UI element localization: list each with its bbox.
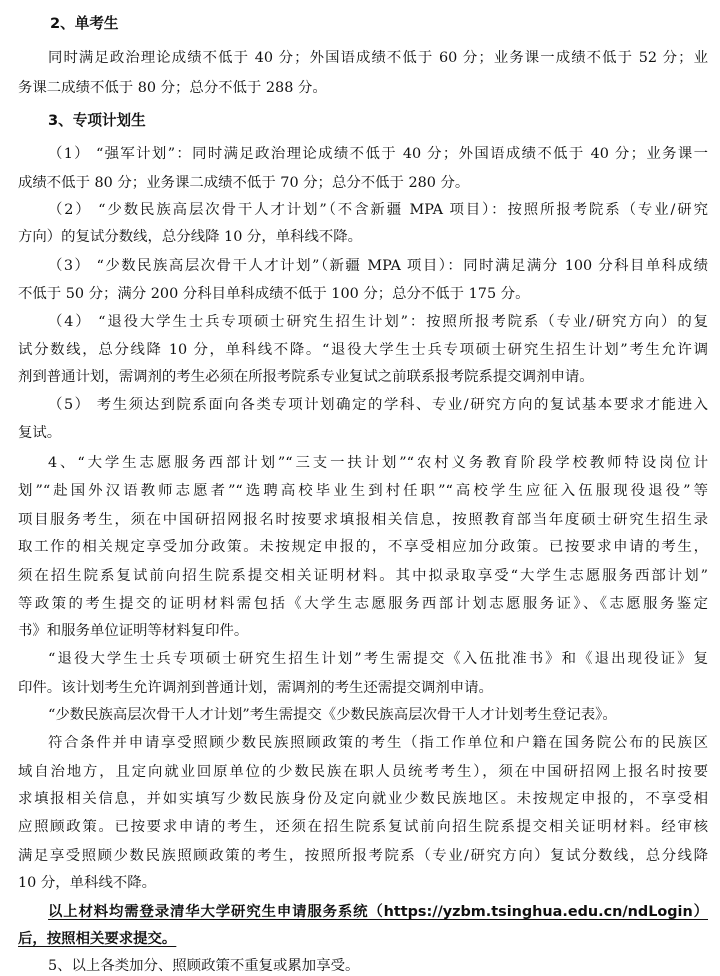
paragraph-line: （2） “少数民族高层次骨干人才计划”（不含新疆 MPA 项目）：按照所报考院系（专业/研究: [48, 202, 708, 218]
paragraph-line: 务课二成绩不低于 80 分；总分不低于 288 分。: [18, 80, 327, 96]
paragraph-line: 试分数线，总分线降 10 分，单科线不降。“退役大学生士兵专项硕士研究生招生计划”考生允许调: [18, 342, 708, 358]
paragraph-line: （4） “退役大学生士兵专项硕士研究生招生计划”：按照所报考院系（专业/研究方向）的复: [48, 314, 708, 330]
paragraph-line: 符合条件并申请享受照顾少数民族照顾政策的考生（指工作单位和户籍在国务院公布的民族区: [48, 735, 708, 751]
paragraph-line: 同时满足政治理论成绩不低于 40 分；外国语成绩不低于 60 分；业务课一成绩不低于 52 分；业: [48, 50, 708, 66]
paragraph-line: 满足享受照顾少数民族照顾政策的考生，按照所报考院系（专业/研究方向）复试分数线，总分线降: [18, 848, 708, 864]
section-heading-special-plan: 3、专项计划生: [48, 112, 146, 129]
paragraph-line: 方向）的复试分数线，总分线降 10 分，单科线不降。: [18, 229, 363, 245]
paragraph-line: 印件。该计划考生允许调剂到普通计划，需调剂的考生还需提交调剂申请。: [18, 680, 493, 696]
paragraph-line: 等政策的考生提交的证明材料需包括《大学生志愿服务西部计划志愿服务证》、《志愿服务鉴定: [18, 596, 708, 612]
paragraph-line: “少数民族高层次骨干人才计划”考生需提交《少数民族高层次骨干人才计划考生登记表》。: [48, 707, 617, 723]
paragraph-line: 须在招生院系复试前向招生院系提交相关证明材料。其中拟录取享受“大学生志愿服务西部计划”: [18, 568, 708, 584]
paragraph-line: （5） 考生须达到院系面向各类专项计划确定的学科、专业/研究方向的复试基本要求才能进入: [48, 397, 708, 413]
paragraph-line: 取工作的相关规定享受加分政策。未按规定申报的，不享受相应加分政策。已按要求申请的考生，: [18, 539, 708, 555]
paragraph-line: （3） “少数民族高层次骨干人才计划”（新疆 MPA 项目）：同时满足满分 100 分科目单科成绩: [48, 258, 708, 274]
paragraph-line: 成绩不低于 80 分；业务课二成绩不低于 70 分；总分不低于 280 分。: [18, 175, 470, 191]
paragraph-line: 复试。: [18, 425, 62, 441]
paragraph-line: 不低于 50 分；满分 200 分科目单科成绩不低于 100 分；总分不低于 175 分。: [18, 286, 530, 302]
paragraph-line: 5、以上各类加分、照顾政策不重复或累加享受。: [48, 958, 360, 974]
submission-notice: 以上材料均需登录清华大学研究生申请服务系统（https://yzbm.tsinghua.edu.cn/ndLogin）: [48, 904, 708, 920]
paragraph-line: 域自治地方，且定向就业回原单位的少数民族在职人员统考考生），须在中国研招网上报名时按要: [18, 764, 708, 780]
paragraph-line: 剂到普通计划，需调剂的考生必须在所报考院系专业复试之前联系报考院系提交调剂申请。: [18, 369, 594, 385]
paragraph-line: 书》和服务单位证明等材料复印件。: [18, 623, 249, 639]
section-heading-single-candidates: 2、单考生: [50, 15, 119, 32]
paragraph-line: 划”“赴国外汉语教师志愿者”“选聘高校毕业生到村任职”“高校学生应征入伍服现役退役”等: [18, 483, 708, 499]
paragraph-line: 求填报相关信息，并如实填写少数民族身份及定向就业少数民族地区。未按规定申报的，不享受相: [18, 791, 708, 807]
paragraph-line: “退役大学生士兵专项硕士研究生招生计划”考生需提交《入伍批准书》和《退出现役证》复: [48, 651, 708, 667]
submission-notice-cont: 后，按照相关要求提交。: [18, 931, 177, 947]
paragraph-line: （1） “强军计划”：同时满足政治理论成绩不低于 40 分；外国语成绩不低于 40 分；业务课一: [48, 146, 708, 162]
paragraph-line: 应照顾政策。已按要求申请的考生，还须在招生院系复试前向招生院系提交相关证明材料。经审核: [18, 819, 708, 835]
paragraph-line: 10 分，单科线不降。: [18, 875, 157, 891]
paragraph-line: 项目服务考生，须在中国研招网报名时按要求填报相关信息，按照教育部当年度硕士研究生招生录: [18, 512, 708, 528]
paragraph-line: 4、“大学生志愿服务西部计划”“三支一扶计划”“农村义务教育阶段学校教师特设岗位计: [48, 455, 708, 471]
